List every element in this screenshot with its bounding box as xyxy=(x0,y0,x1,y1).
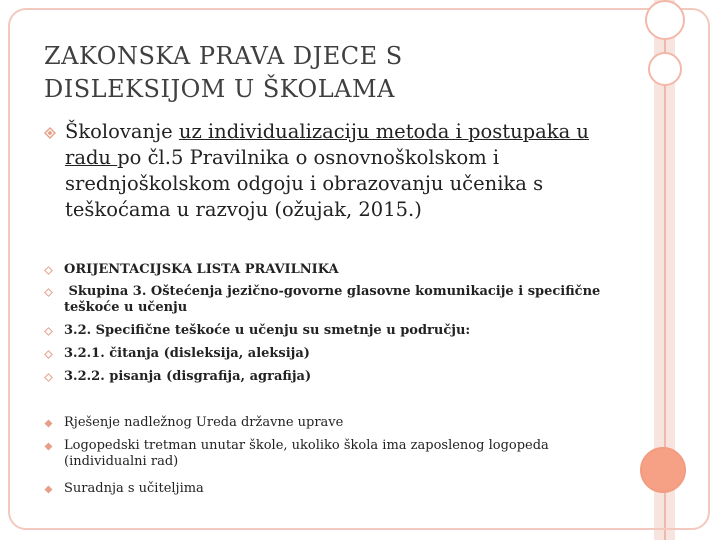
main-bullet-pre: Školovanje xyxy=(65,120,179,143)
list-item: Skupina 3. Oštećenja jezično-govorne glasovne komunikacije i specifične teškoće u učenju xyxy=(64,284,605,315)
decorative-filled-circle-icon xyxy=(640,447,686,493)
bullet-filled-icon xyxy=(44,485,53,494)
list-item: Rješenje nadležnog Ureda državne uprave xyxy=(64,415,344,430)
bullet-filled-icon xyxy=(44,419,53,428)
bullet-outline-icon xyxy=(44,373,53,382)
decorative-circle-icon xyxy=(645,0,685,40)
main-bullet-post: po čl.5 Pravilnika o osnovnoškolskom i srednjoškolskom odgoju i obrazovanju učenika s teškoćama u razvoju (ožujak, 2015.) xyxy=(65,146,544,221)
bullet-filled-icon xyxy=(44,442,53,451)
decorative-circle-icon xyxy=(648,52,682,86)
list-item: Suradnja s učiteljima xyxy=(64,481,204,496)
list-item: Logopedski tretman unutar škole, ukoliko škola ima zaposlenog logopeda (individualni rad) xyxy=(64,438,549,469)
main-bullet-underlined: uz individualizaciju metoda i postupaka u radu xyxy=(65,120,589,169)
list-item: 3.2.1. čitanja (disleksija, aleksija) xyxy=(64,346,310,361)
list-item: 3.2. Specifične teškoće u učenju su smetnje u području: xyxy=(64,323,471,338)
list-item: ORIJENTACIJSKA LISTA PRAVILNIKA xyxy=(64,262,339,277)
bullet-outline-icon xyxy=(44,327,53,336)
slide-title: ZAKONSKA PRAVA DJECE S DISLEKSIJOM U ŠKOLAMA xyxy=(44,42,403,103)
bullet-outline-icon xyxy=(44,350,53,359)
bullet-outline-icon xyxy=(44,288,53,297)
bullet-icon xyxy=(44,127,56,139)
main-bullet-text xyxy=(65,119,640,223)
bullet-outline-icon xyxy=(44,266,53,275)
list-item: 3.2.2. pisanja (disgrafija, agrafija) xyxy=(64,369,312,384)
